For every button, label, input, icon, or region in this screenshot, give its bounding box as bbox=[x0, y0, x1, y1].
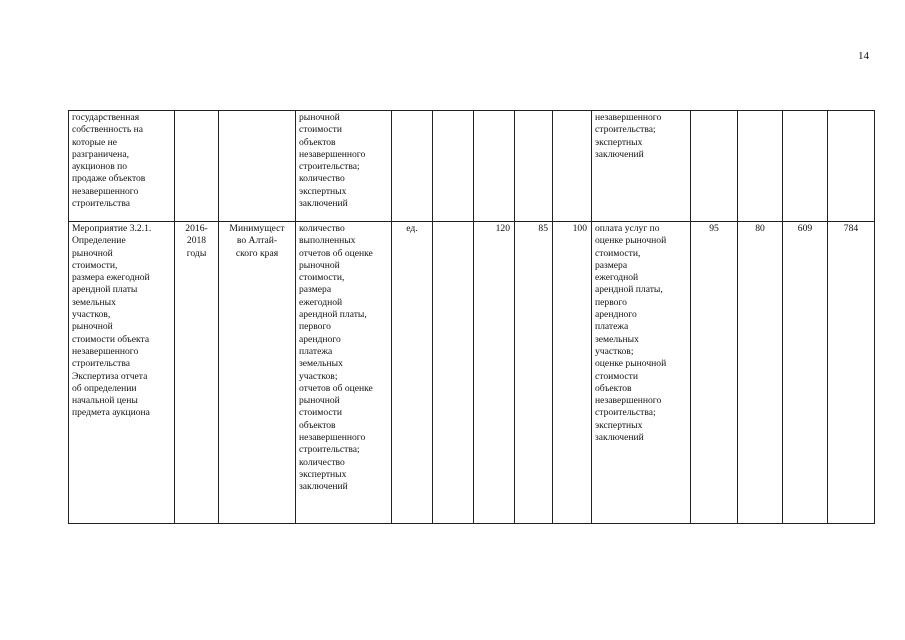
page-number: 14 bbox=[858, 50, 869, 62]
amount-cell bbox=[738, 111, 783, 222]
program-activities-table bbox=[68, 110, 875, 524]
amount-cell bbox=[783, 111, 828, 222]
unit-cell: ед. bbox=[392, 222, 433, 524]
value-cell bbox=[553, 111, 592, 222]
value-cell: 100 bbox=[553, 222, 592, 524]
expense-item-cell: незавершенного строительства; экспертных заключений bbox=[592, 111, 691, 222]
value-cell bbox=[474, 111, 515, 222]
table-row bbox=[69, 111, 875, 222]
value-cell bbox=[433, 111, 474, 222]
period-cell bbox=[175, 111, 219, 222]
value-cell: 120 bbox=[474, 222, 515, 524]
value-cell bbox=[433, 222, 474, 524]
indicator-cell: рыночной стоимости объектов незавершенного строительства; количество экспертных заключений bbox=[296, 111, 392, 222]
amount-cell: 784 bbox=[828, 222, 875, 524]
amount-cell bbox=[691, 111, 738, 222]
amount-cell: 80 bbox=[738, 222, 783, 524]
amount-cell: 609 bbox=[783, 222, 828, 524]
executor-cell bbox=[219, 111, 296, 222]
table-row bbox=[69, 222, 875, 524]
value-cell bbox=[515, 111, 553, 222]
amount-cell bbox=[828, 111, 875, 222]
value-cell: 85 bbox=[515, 222, 553, 524]
activity-name-cell: государственная собственность на которые не разграничена, аукционов по продаже объектов незавершенного строительства bbox=[69, 111, 175, 222]
period-cell: 2016- 2018 годы bbox=[175, 222, 219, 524]
expense-item-cell: оплата услуг по оценке рыночной стоимости, размера ежегодной арендной платы, первого арендного платежа земельных участков; оценке рыночной стоимости объектов незавершенного строительства; экспертных заключений bbox=[592, 222, 691, 524]
unit-cell bbox=[392, 111, 433, 222]
indicator-cell: количество выполненных отчетов об оценке рыночной стоимости, размера ежегодной арендной платы, первого арендного платежа земельных участков; отчетов об оценке рыночной стоимости объектов незавершенного строительства; количество экспертных заключений bbox=[296, 222, 392, 524]
amount-cell: 95 bbox=[691, 222, 738, 524]
executor-cell: Минимущест во Алтай- ского края bbox=[219, 222, 296, 524]
activity-name-cell: Мероприятие 3.2.1. Определение рыночной стоимости, размера ежегодной арендной платы земельных участков, рыночной стоимости объекта незавершенного строительства Экспертиза отчета об определении начальной цены предмета аукциона bbox=[69, 222, 175, 524]
